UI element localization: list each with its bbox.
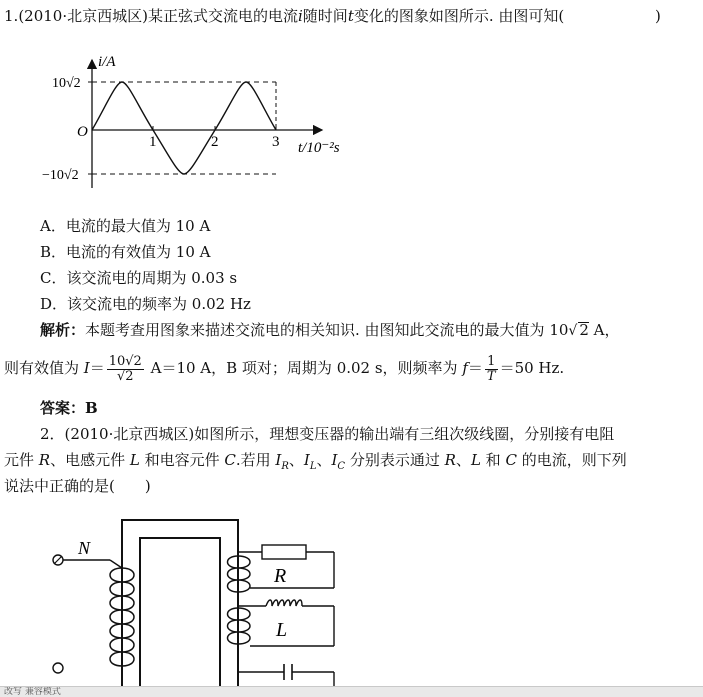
inductor: [266, 600, 302, 606]
sine-graph: [30, 48, 370, 198]
inductor-label: L: [276, 619, 288, 641]
analysis-label: 解析：: [40, 321, 86, 339]
q2-line3: 说法中正确的是( ): [4, 477, 151, 495]
x-axis-label: t/10⁻²s: [298, 140, 340, 156]
q1-option-a: A．电流的最大值为 10 A: [40, 217, 211, 235]
q1-paren-close: ): [655, 7, 661, 25]
x-tick-3-label: 3: [272, 134, 280, 150]
x-tick-1-label: 1: [149, 134, 157, 150]
secondary-coil-l: [238, 608, 250, 644]
secondary-coil-r: [238, 556, 250, 592]
resistor-label: R: [274, 565, 287, 587]
transformer-diagram: [40, 512, 360, 686]
primary-label: N: [78, 538, 91, 558]
primary-terminal-lower: [53, 663, 63, 673]
q1-answer: 答案：B: [40, 399, 98, 417]
y-min-label: −10√2: [42, 168, 79, 183]
status-bar: [0, 686, 703, 697]
iron-core-inner: [140, 538, 220, 686]
q1-option-d: D．该交流电的频率为 0.02 Hz: [40, 295, 251, 313]
q1-option-b: B．电流的有效值为 10 A: [40, 243, 211, 261]
q1-number: 1.: [4, 7, 19, 25]
q1-analysis-line2: 则有效值为 I＝ $\frac{10√2}{√2}$ A＝10 A，B 项对；周期为 0.02 s，则频率为 f＝ $\frac{1}{T}$ ＝50 Hz.: [4, 353, 565, 384]
q1-source: (2010·北京西城区): [18, 7, 148, 25]
primary-coil: [122, 568, 134, 666]
origin-label: O: [77, 124, 88, 140]
y-axis-label: i/A: [98, 54, 116, 70]
q1-option-c: C．该交流电的周期为 0.03 s: [40, 269, 238, 287]
q1-analysis-line1: 解析：本题考查用图象来描述交流电的相关知识. 由图知此交流电的最大值为 10√ 2 A，: [40, 321, 620, 339]
q2-line1: 2．(2010·北京西城区)如图所示，理想变压器的输出端有三组次级线圈，分别接有电阻: [40, 425, 615, 443]
y-max-label: 10√2: [52, 76, 81, 91]
fraction-freq: $\frac{1}{T}$: [486, 353, 496, 384]
fraction-rms: $\frac{10√2}{√2}$: [108, 353, 142, 384]
sine-curve: [92, 82, 276, 174]
status-bar-text: 改写 兼容模式: [4, 687, 61, 697]
resistor: [262, 545, 306, 559]
q2-line2: 元件 R、电感元件 L 和电容元件 C.若用 $I_R$、$I_L$、$I_C$ 分别表示通过 R、L 和 C 的电流，则下列: [4, 451, 627, 472]
x-tick-2-label: 2: [211, 134, 219, 150]
q1-stem: 1.(2010·北京西城区)某正弦式交流电的电流i随时间t变化的图象如图所示. 由图可知( ): [4, 7, 661, 25]
